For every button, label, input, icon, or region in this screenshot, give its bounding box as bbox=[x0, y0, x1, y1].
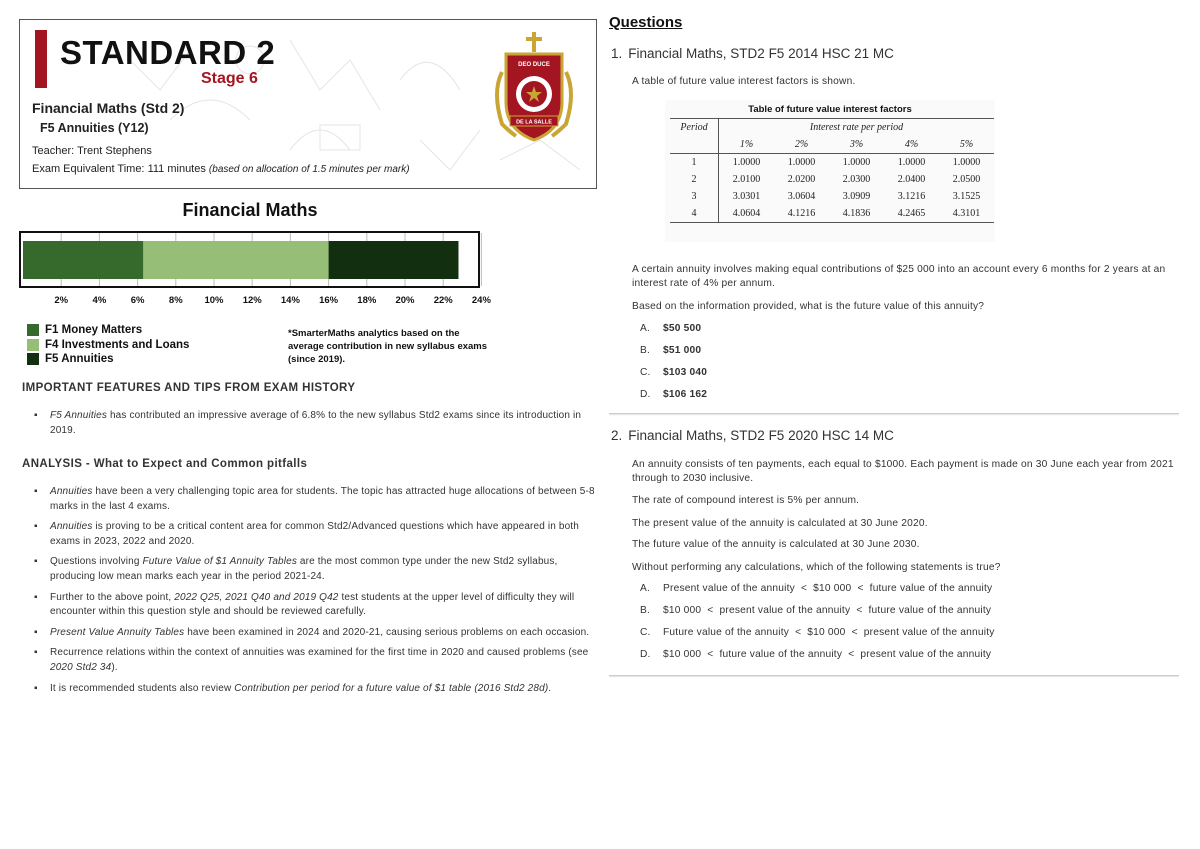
question-2-prompt: Without performing any calculations, which of the following statements is true? bbox=[632, 562, 1001, 573]
rate-header: Interest rate per period bbox=[719, 119, 995, 137]
question-2-option-b[interactable]: B. $10 000 < present value of the annuity < future value of the annuity bbox=[640, 605, 992, 616]
list-item: ▪ F5 Annuities has contributed an impressive average of 6.8% to the new syllabus Std2 exams since its introduction in 2019. bbox=[22, 409, 597, 438]
list-item: ▪ Further to the above point, 2022 Q25, 2021 Q40 and 2019 Q42 test students at the upper level of difficulty they will encounter within this question style and should be reviewed carefully. bbox=[22, 591, 597, 620]
list-item: ▪ Present Value Annuity Tables have been examined in 2024 and 2020-21, causing serious problems on each occasion. bbox=[22, 626, 597, 641]
question-2-title[interactable]: 2. Financial Maths, STD2 F5 2020 HSC 14 MC bbox=[611, 428, 894, 443]
list-item: ▪ Annuities is proving to be a critical content area for common Std2/Advanced questions which have appeared in both exams in 2023, 2022 and 2020. bbox=[22, 520, 597, 549]
table-row: 3 3.0301 3.0604 3.0909 3.1216 3.1525 bbox=[670, 188, 994, 205]
stage-label: Stage 6 bbox=[201, 70, 258, 87]
question-2-pv: The present value of the annuity is calculated at 30 June 2020. bbox=[632, 518, 928, 529]
tick-label: 18% bbox=[357, 295, 377, 306]
bar-segment-3 bbox=[329, 241, 459, 279]
teacher-line bbox=[32, 145, 152, 157]
question-1-prompt: Based on the information provided, what is the future value of this annuity? bbox=[632, 301, 985, 312]
question-divider bbox=[609, 413, 1179, 414]
table-row: 2 2.0100 2.0200 2.0300 2.0400 2.0500 bbox=[670, 171, 994, 188]
question-divider bbox=[609, 675, 1179, 676]
period-header: Period bbox=[670, 119, 719, 137]
tick-label: 12% bbox=[242, 295, 262, 306]
tick-label: 24% bbox=[471, 295, 491, 306]
features-list bbox=[22, 409, 597, 444]
features-heading: IMPORTANT FEATURES AND TIPS FROM EXAM HISTORY bbox=[22, 382, 356, 394]
question-1-option-b[interactable]: B. $51 000 bbox=[640, 345, 702, 356]
chart-title: Financial Maths bbox=[182, 200, 318, 220]
question-2-fv: The future value of the annuity is calculated at 30 June 2030. bbox=[632, 539, 920, 550]
exam-time-label: Exam Equivalent Time: bbox=[32, 163, 145, 175]
tick-label: 4% bbox=[92, 295, 107, 306]
tick-label: 20% bbox=[395, 295, 415, 306]
questions-heading: Questions bbox=[609, 14, 683, 31]
bar-segment-1 bbox=[23, 241, 143, 279]
fv-table: Period Interest rate per period 1% 2% 3% 4% 5% 1 1.0000 1.0000 1.0000 1.0000 1.0000 2 2.0100 2.0200 2.0300 2.0400 2.0500 3 3.0301 3.0604 3.0909 3.1216 3.1525 4 4.0604 4.1216 4.1836 4.2465 4.3101 bbox=[670, 118, 994, 223]
question-1-intro: A table of future value interest factors is shown. bbox=[632, 76, 856, 87]
crest-motto-top: DEO DUCE bbox=[518, 62, 550, 68]
subtopic-title: F5 Annuities (Y12) bbox=[40, 121, 149, 135]
school-crest-logo bbox=[488, 32, 580, 144]
exam-time-line bbox=[32, 163, 410, 175]
page-title: STANDARD 2 bbox=[60, 34, 276, 71]
fv-table-figure bbox=[665, 100, 995, 242]
legend-item-f5 bbox=[27, 352, 114, 366]
question-1-option-d[interactable]: D. $106 162 bbox=[640, 389, 708, 400]
fv-table-caption: Table of future value interest factors bbox=[748, 104, 912, 115]
question-1-option-c[interactable]: C. $103 040 bbox=[640, 367, 708, 378]
analysis-heading: ANALYSIS - What to Expect and Common pitfalls bbox=[22, 458, 308, 470]
question-2-option-a[interactable]: A. Present value of the annuity < $10 000 < future value of the annuity bbox=[640, 583, 993, 594]
teacher-name: Trent Stephens bbox=[77, 145, 152, 157]
legend-label-f4: F4 Investments and Loans bbox=[45, 339, 190, 351]
analysis-list bbox=[22, 485, 597, 702]
legend-swatch-f5 bbox=[27, 353, 39, 365]
legend-swatch-f4 bbox=[27, 339, 39, 351]
table-row: 4 4.0604 4.1216 4.1836 4.2465 4.3101 bbox=[670, 205, 994, 223]
crest-motto-bottom: DE LA SALLE bbox=[516, 119, 552, 126]
question-2-rate: The rate of compound interest is 5% per annum. bbox=[632, 495, 860, 506]
chart-tick-labels bbox=[54, 295, 491, 306]
list-item: ▪ Recurrence relations within the context of annuities was examined for the first time in 2020 and caused problems (see 2020 Std2 34). bbox=[22, 646, 597, 675]
question-1-option-a[interactable]: A. $50 500 bbox=[640, 323, 702, 334]
question-1-title[interactable]: 1. Financial Maths, STD2 F5 2014 HSC 21 MC bbox=[611, 46, 894, 61]
exam-time-value: 111 minutes bbox=[147, 163, 206, 175]
table-row: 1 1.0000 1.0000 1.0000 1.0000 1.0000 bbox=[670, 154, 994, 172]
tick-label: 6% bbox=[130, 295, 145, 306]
tick-label: 14% bbox=[280, 295, 300, 306]
tick-label: 16% bbox=[319, 295, 339, 306]
list-item: ▪ It is recommended students also review Contribution per period for a future value of $1 table (2016 Std2 28d). bbox=[22, 682, 597, 697]
tick-label: 2% bbox=[54, 295, 69, 306]
list-item: ▪ Annuities have been a very challenging topic area for students. The topic has attracted huge allocations of between 5-8 marks in the last 4 exams. bbox=[22, 485, 597, 514]
tick-label: 22% bbox=[433, 295, 453, 306]
topic-title: Financial Maths (Std 2) bbox=[32, 100, 185, 116]
accent-bar bbox=[35, 30, 47, 88]
tick-label: 8% bbox=[168, 295, 183, 306]
chart-bars bbox=[23, 241, 458, 279]
teacher-label: Teacher: bbox=[32, 145, 75, 157]
legend-label-f5: F5 Annuities bbox=[45, 353, 114, 365]
chart-footnote: *SmarterMaths analytics based on the average contribution in new syllabus exams (since 2019). bbox=[288, 328, 488, 365]
legend-swatch-f1 bbox=[27, 324, 39, 336]
question-1-stem: A certain annuity involves making equal contributions of $25 000 into an account every 6 months for 2 years at an interest rate of 4% per annum. bbox=[632, 264, 1166, 289]
question-2-option-d[interactable]: D. $10 000 < future value of the annuity < present value of the annuity bbox=[640, 649, 992, 660]
contribution-chart bbox=[19, 230, 489, 308]
question-2-option-c[interactable]: C. Future value of the annuity < $10 000 < present value of the annuity bbox=[640, 627, 995, 638]
legend-item-f4 bbox=[27, 338, 189, 352]
legend-label-f1: F1 Money Matters bbox=[45, 324, 143, 336]
bar-segment-2 bbox=[143, 241, 328, 279]
exam-time-note: (based on allocation of 1.5 minutes per mark) bbox=[208, 164, 410, 175]
legend-item-f1 bbox=[27, 323, 142, 337]
header-box bbox=[19, 19, 597, 189]
tick-label: 10% bbox=[204, 295, 224, 306]
list-item: ▪ Questions involving Future Value of $1 Annuity Tables are the most common type under the new Std2 syllabus, producing low mean marks each year in the period 2021-24. bbox=[22, 555, 597, 584]
question-2-stem: An annuity consists of ten payments, each equal to $1000. Each payment is made on 30 June each year from 2021 through to 2030 inclusive. bbox=[632, 459, 1174, 484]
